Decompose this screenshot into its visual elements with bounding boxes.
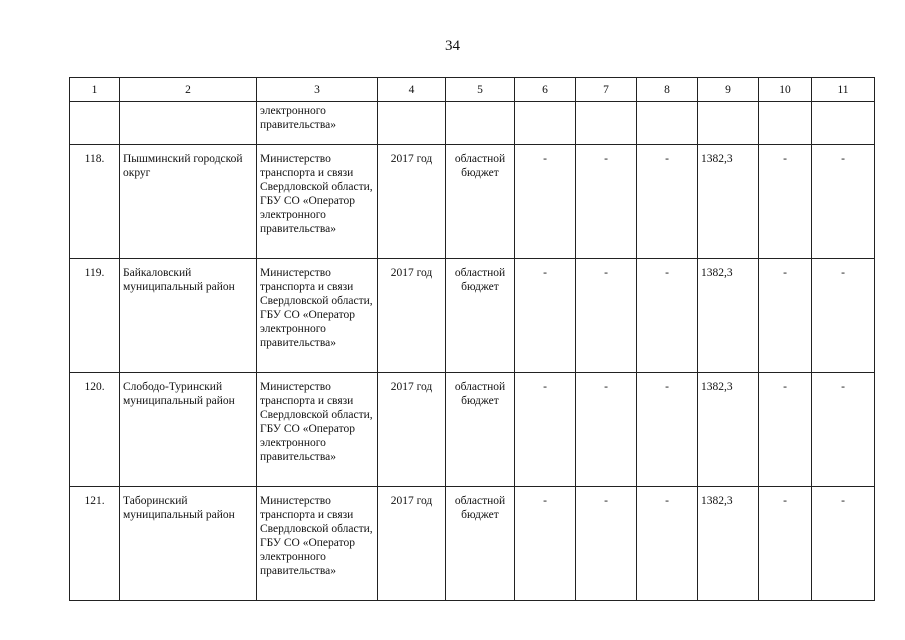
cell-col10: - bbox=[759, 145, 812, 259]
cell-col11: - bbox=[812, 145, 875, 259]
header-cell: 9 bbox=[698, 78, 759, 102]
cell-empty bbox=[637, 102, 698, 145]
cell-col7: - bbox=[576, 487, 637, 601]
header-cell: 2 bbox=[120, 78, 257, 102]
cell-empty bbox=[378, 102, 446, 145]
cell-col6: - bbox=[515, 487, 576, 601]
cell-col7: - bbox=[576, 373, 637, 487]
cell-empty bbox=[515, 102, 576, 145]
cell-empty bbox=[759, 102, 812, 145]
cell-municipality: Пышминский городской округ bbox=[120, 145, 257, 259]
cell-col6: - bbox=[515, 373, 576, 487]
cell-source: областной бюджет bbox=[446, 259, 515, 373]
cell-col8: - bbox=[637, 373, 698, 487]
cell-col7: - bbox=[576, 145, 637, 259]
cell-executor: Министерство транспорта и связи Свердловской области, ГБУ СО «Оператор электронного правительства» bbox=[257, 259, 378, 373]
cell-number: 120. bbox=[70, 373, 120, 487]
table-row bbox=[70, 373, 875, 487]
cell-col10: - bbox=[759, 487, 812, 601]
cell-executor: электронного правительства» bbox=[257, 102, 378, 145]
header-cell: 6 bbox=[515, 78, 576, 102]
cell-number: 121. bbox=[70, 487, 120, 601]
cell-col7: - bbox=[576, 259, 637, 373]
cell-number: 119. bbox=[70, 259, 120, 373]
cell-empty bbox=[446, 102, 515, 145]
cell-empty bbox=[812, 102, 875, 145]
cell-executor: Министерство транспорта и связи Свердловской области, ГБУ СО «Оператор электронного правительства» bbox=[257, 373, 378, 487]
cell-year: 2017 год bbox=[378, 259, 446, 373]
header-cell: 8 bbox=[637, 78, 698, 102]
cell-year: 2017 год bbox=[378, 487, 446, 601]
cell-year: 2017 год bbox=[378, 373, 446, 487]
cell-col10: - bbox=[759, 259, 812, 373]
cell-col8: - bbox=[637, 259, 698, 373]
cell-empty bbox=[120, 102, 257, 145]
cell-number: 118. bbox=[70, 145, 120, 259]
cell-empty bbox=[698, 102, 759, 145]
cell-empty bbox=[576, 102, 637, 145]
cell-col8: - bbox=[637, 487, 698, 601]
cell-empty bbox=[70, 102, 120, 145]
table-row bbox=[70, 145, 875, 259]
header-cell: 4 bbox=[378, 78, 446, 102]
cell-col11: - bbox=[812, 259, 875, 373]
page-number: 34 bbox=[445, 38, 460, 54]
cell-col10: - bbox=[759, 373, 812, 487]
header-cell: 5 bbox=[446, 78, 515, 102]
table-row-continuation bbox=[70, 102, 875, 145]
cell-source: областной бюджет bbox=[446, 487, 515, 601]
cell-amount: 1382,3 bbox=[698, 259, 759, 373]
cell-col11: - bbox=[812, 373, 875, 487]
cell-municipality: Слободо-Туринский муниципальный район bbox=[120, 373, 257, 487]
header-cell: 11 bbox=[812, 78, 875, 102]
cell-executor: Министерство транспорта и связи Свердловской области, ГБУ СО «Оператор электронного правительства» bbox=[257, 145, 378, 259]
cell-municipality: Таборинский муниципальный район bbox=[120, 487, 257, 601]
cell-municipality: Байкаловский муниципальный район bbox=[120, 259, 257, 373]
cell-col6: - bbox=[515, 259, 576, 373]
header-cell: 1 bbox=[70, 78, 120, 102]
header-cell: 7 bbox=[576, 78, 637, 102]
header-cell: 3 bbox=[257, 78, 378, 102]
cell-col11: - bbox=[812, 487, 875, 601]
cell-source: областной бюджет bbox=[446, 373, 515, 487]
cell-amount: 1382,3 bbox=[698, 487, 759, 601]
cell-amount: 1382,3 bbox=[698, 145, 759, 259]
cell-col8: - bbox=[637, 145, 698, 259]
cell-executor: Министерство транспорта и связи Свердловской области, ГБУ СО «Оператор электронного правительства» bbox=[257, 487, 378, 601]
cell-amount: 1382,3 bbox=[698, 373, 759, 487]
table-row bbox=[70, 487, 875, 601]
header-cell: 10 bbox=[759, 78, 812, 102]
program-table bbox=[69, 77, 875, 601]
table-row bbox=[70, 259, 875, 373]
cell-col6: - bbox=[515, 145, 576, 259]
header-row bbox=[70, 78, 875, 102]
cell-source: областной бюджет bbox=[446, 145, 515, 259]
cell-year: 2017 год bbox=[378, 145, 446, 259]
